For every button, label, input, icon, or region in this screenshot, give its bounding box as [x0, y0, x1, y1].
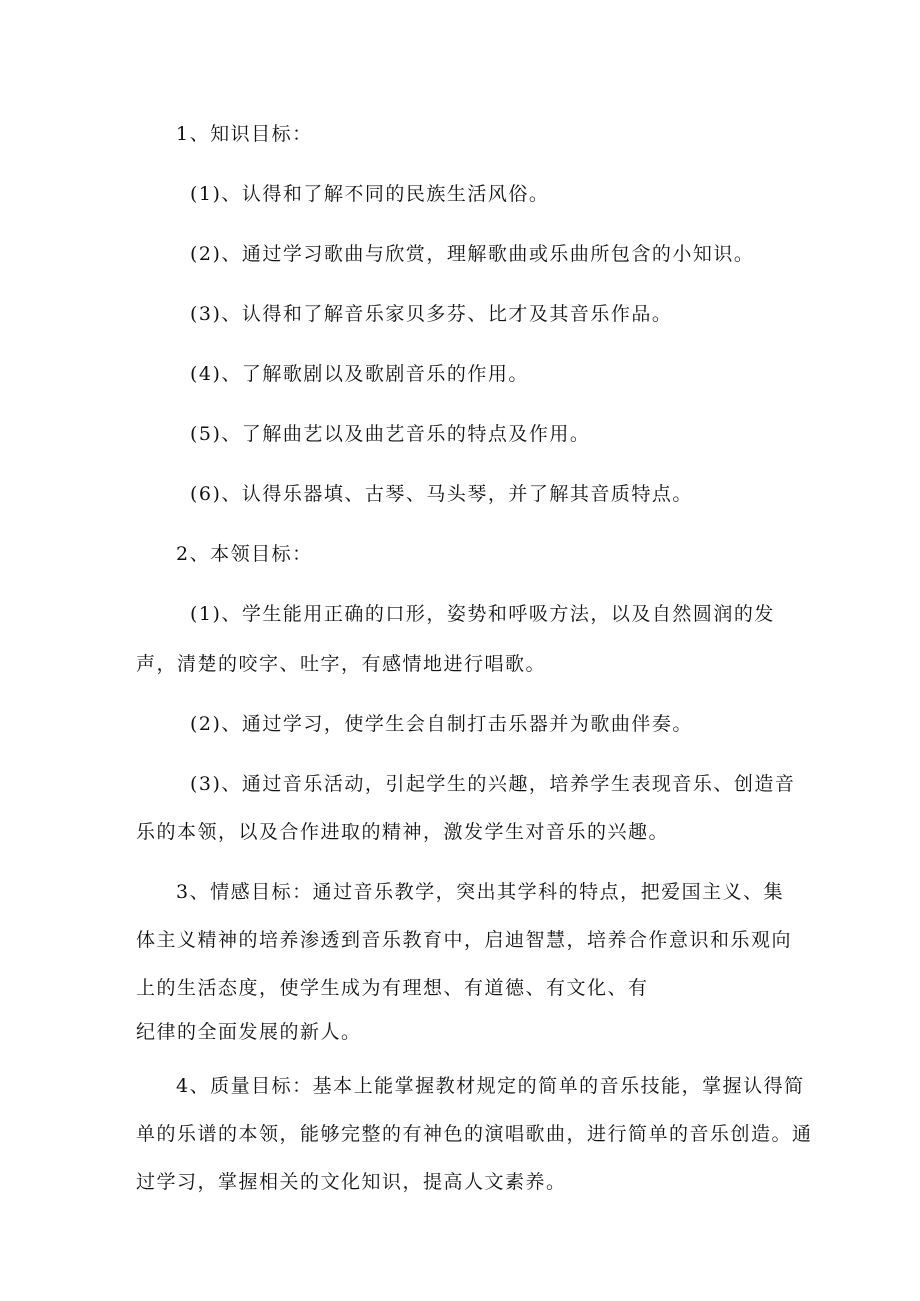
skill-item-3-line-2: 乐的本领，以及合作进取的精神，激发学生对音乐的兴趣。	[136, 821, 670, 843]
skill-item-1-line-2: 声，清楚的咬字、吐字，有感情地进行唱歌。	[136, 653, 547, 675]
emotion-line-2: 体主义精神的培养渗透到音乐教育中，启迪智慧，培养合作意识和乐观向	[136, 929, 793, 951]
quality-line-3: 过学习，掌握相关的文化知识，提高人文素养。	[136, 1171, 567, 1193]
skill-item-3-line-1: (3)、通过音乐活动，引起学生的兴趣，培养学生表现音乐、创造音	[190, 773, 796, 795]
knowledge-item-2: (2)、通过学习歌曲与欣赏，理解歌曲或乐曲所包含的小知识。	[190, 243, 755, 265]
knowledge-item-3: (3)、认得和了解音乐家贝多芬、比才及其音乐作品。	[190, 303, 673, 325]
emotion-line-1: 3、情感目标：通过音乐教学，突出其学科的特点，把爱国主义、集	[176, 881, 785, 903]
emotion-line-3: 上的生活态度，使学生成为有理想、有道德、有文化、有	[136, 977, 649, 999]
skill-heading: 2、本领目标：	[176, 543, 313, 565]
emotion-line-4: 纪律的全面发展的新人。	[136, 1021, 362, 1043]
skill-item-2: (2)、通过学习，使学生会自制打击乐器并为歌曲伴奏。	[190, 713, 693, 735]
knowledge-item-5: (5)、了解曲艺以及曲艺音乐的特点及作用。	[190, 423, 591, 445]
knowledge-item-6: (6)、认得乐器填、古琴、马头琴，并了解其音质特点。	[190, 483, 693, 505]
skill-item-1-line-1: (1)、学生能用正确的口形，姿势和呼吸方法，以及自然圆润的发	[190, 603, 775, 625]
quality-line-2: 单的乐谱的本领，能够完整的有神色的演唱歌曲，进行简单的音乐创造。通	[136, 1123, 813, 1145]
knowledge-item-1: (1)、认得和了解不同的民族生活风俗。	[190, 183, 550, 205]
knowledge-item-4: (4)、了解歌剧以及歌剧音乐的作用。	[190, 363, 529, 385]
quality-line-1: 4、质量目标：基本上能掌握教材规定的简单的音乐技能，掌握认得简	[176, 1075, 805, 1097]
knowledge-heading: 1、知识目标：	[176, 123, 313, 145]
